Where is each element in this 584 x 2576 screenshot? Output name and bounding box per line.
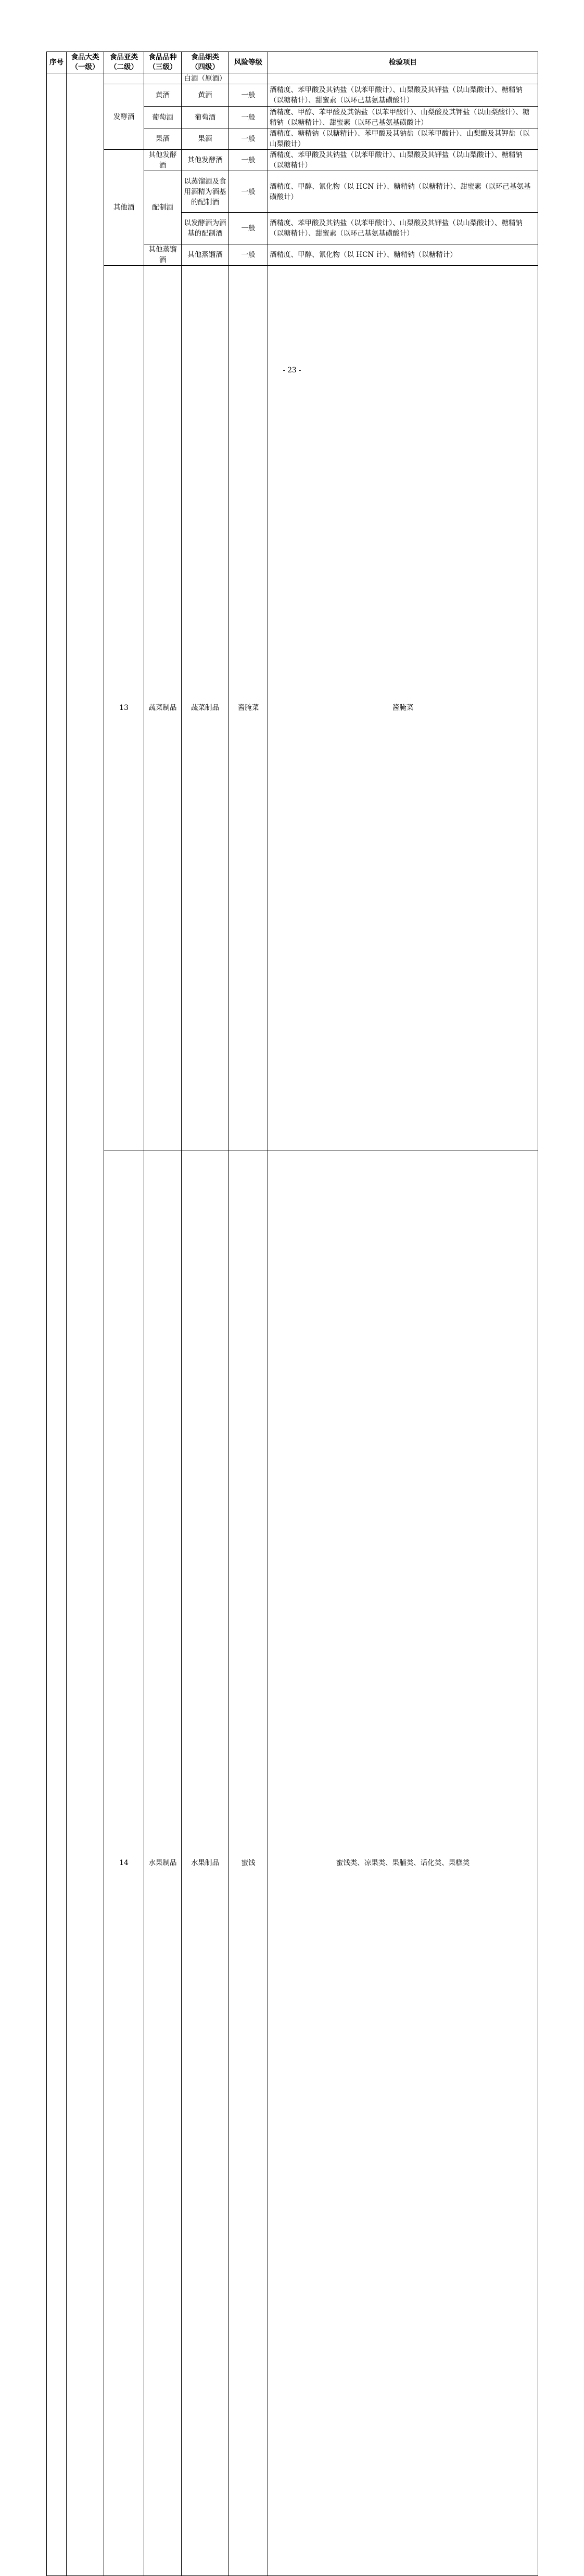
cat1-cell-empty <box>67 73 104 2576</box>
table-row <box>47 1150 538 2576</box>
variety-cell: 黄酒 <box>144 84 182 107</box>
cat1-cell: 水果制品 <box>144 1150 182 2576</box>
subclass-cell: 蜜饯类、凉果类、果脯类、话化类、果糕类 <box>268 1150 538 2576</box>
subclass-cell: 其他蒸馏酒 <box>182 244 229 266</box>
header-items: 检验项目 <box>268 52 538 73</box>
subclass-cell: 葡萄酒 <box>182 107 229 128</box>
cat2-cell: 发酵酒 <box>104 84 144 150</box>
items-cell: 酒精度、甲醇、氰化物（以 HCN 计）、糖精钠（以糖精计）、甜蜜素（以环己基氨基磺酸计） <box>268 171 538 213</box>
variety-cell: 葡萄酒 <box>144 107 182 128</box>
risk-cell: 一般 <box>229 150 268 171</box>
risk-cell: 一般 <box>229 84 268 107</box>
cat2-cell: 其他酒 <box>104 150 144 266</box>
variety-cell: 其他发酵酒 <box>144 150 182 171</box>
seq-cell-empty <box>47 73 67 2576</box>
subclass-cell: 黄酒 <box>182 84 229 107</box>
header-seq: 序号 <box>47 52 67 73</box>
cat2-cell-empty <box>104 73 144 84</box>
variety-cell-empty <box>144 73 182 84</box>
items-cell: 酒精度、苯甲酸及其钠盐（以苯甲酸计）、山梨酸及其钾盐（以山梨酸计）、糖精钠（以糖精计） <box>268 150 538 171</box>
items-cell: 酒精度、甲醇、氰化物（以 HCN 计）、糖精钠（以糖精计） <box>268 244 538 266</box>
table-row <box>47 150 538 171</box>
seq-cell: 13 <box>104 266 144 1150</box>
header-cat3: 食品品种 （三级） <box>144 52 182 73</box>
items-cell: 酒精度、甲醇、苯甲酸及其钠盐（以苯甲酸计）、山梨酸及其钾盐（以山梨酸计）、糖精钠（以糖精计）、甜蜜素（以环己基氨基磺酸计） <box>268 107 538 128</box>
items-cell-empty <box>268 73 538 84</box>
header-cat1: 食品大类 （一级） <box>67 52 104 73</box>
cat1-cell: 蔬菜制品 <box>144 266 182 1150</box>
table-row <box>47 266 538 1150</box>
variety-cell: 酱腌菜 <box>229 266 268 1150</box>
items-cell: 酒精度、苯甲酸及其钠盐（以苯甲酸计）、山梨酸及其钾盐（以山梨酸计）、糖精钠（以糖精计）、甜蜜素（以环己基氨基磺酸计） <box>268 213 538 244</box>
risk-cell: 一般 <box>229 171 268 213</box>
page-number: - 23 - <box>283 366 301 374</box>
risk-cell: 一般 <box>229 244 268 266</box>
items-cell: 酒精度、苯甲酸及其钠盐（以苯甲酸计）、山梨酸及其钾盐（以山梨酸计）、糖精钠（以糖精计）、甜蜜素（以环己基氨基磺酸计） <box>268 84 538 107</box>
seq-cell: 14 <box>104 1150 144 2576</box>
items-cell: 酒精度、糖精钠（以糖精计）、苯甲酸及其钠盐（以苯甲酸计）、山梨酸及其钾盐（以山梨酸计） <box>268 128 538 150</box>
subclass-cell: 其他发酵酒 <box>182 150 229 171</box>
cat2-cell: 水果制品 <box>182 1150 229 2576</box>
subclass-cell: 以蒸馏酒及食用酒精为酒基的配制酒 <box>182 171 229 213</box>
risk-cell: 一般 <box>229 213 268 244</box>
subclass-cell: 果酒 <box>182 128 229 150</box>
risk-cell: 一般 <box>229 107 268 128</box>
table-row <box>47 84 538 107</box>
cat2-cell: 蔬菜制品 <box>182 266 229 1150</box>
subclass-cell: 酱腌菜 <box>268 266 538 1150</box>
table-header-row <box>47 52 538 73</box>
variety-cell: 果酒 <box>144 128 182 150</box>
subclass-cell: 以发酵酒为酒基的配制酒 <box>182 213 229 244</box>
variety-cell: 蜜饯 <box>229 1150 268 2576</box>
header-cat4: 食品细类 （四级） <box>182 52 229 73</box>
risk-cell: 一般 <box>229 128 268 150</box>
variety-cell: 配制酒 <box>144 171 182 244</box>
inspection-table <box>46 51 538 2576</box>
subclass-cell: 白酒（原酒） <box>182 73 229 84</box>
risk-cell-empty <box>229 73 268 84</box>
header-risk: 风险等级 <box>229 52 268 73</box>
variety-cell: 其他蒸馏酒 <box>144 244 182 266</box>
header-cat2: 食品亚类 （二级） <box>104 52 144 73</box>
table-row <box>47 73 538 84</box>
